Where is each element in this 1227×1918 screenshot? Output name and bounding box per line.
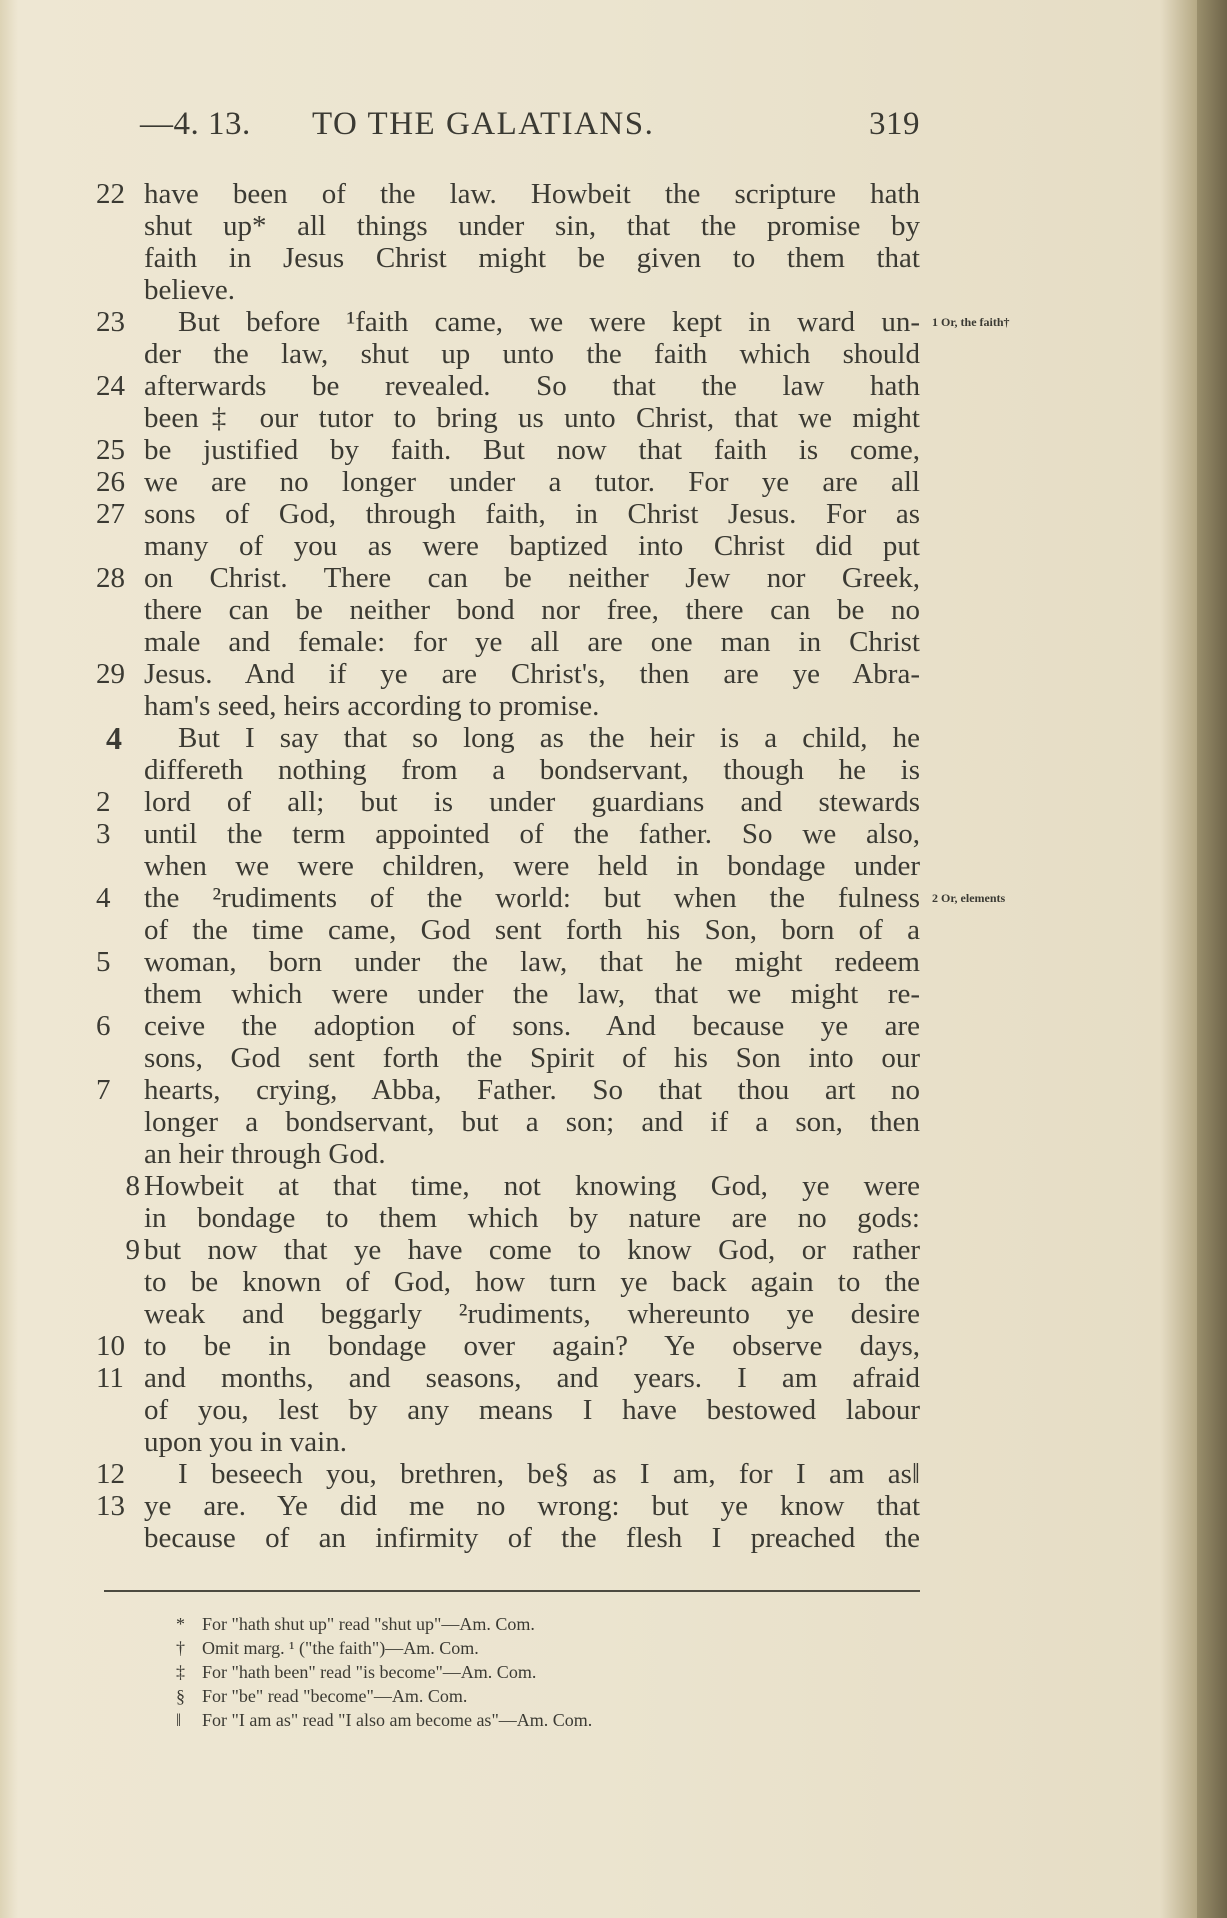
line-text: But I say that so long as the heir is a child, he — [178, 722, 920, 754]
line-text: there can be neither bond nor free, there can be no — [144, 594, 920, 626]
text-line — [0, 1394, 1227, 1426]
text-line — [0, 850, 1227, 882]
text-line — [0, 1170, 1227, 1202]
page-number: 319 — [869, 106, 920, 142]
footnote-text: Omit marg. ¹ ("the faith")—Am. Com. — [202, 1638, 479, 1658]
verse-number: 9 — [125, 1234, 140, 1266]
text-line — [0, 946, 1227, 978]
text-line — [0, 786, 1227, 818]
text-line — [0, 690, 1227, 722]
verse-number: 28 — [96, 562, 125, 594]
line-text: an heir through God. — [144, 1138, 386, 1170]
text-line — [0, 370, 1227, 402]
line-text: upon you in vain. — [144, 1426, 347, 1458]
verse-number: 4 — [96, 882, 111, 914]
line-text: we are no longer under a tutor. For ye are all — [144, 466, 920, 498]
margin-note: 2 Or, elements — [932, 891, 1006, 905]
text-line — [0, 1074, 1227, 1106]
text-line — [0, 1106, 1227, 1138]
verse-number: 25 — [96, 434, 125, 466]
line-text: woman, born under the law, that he might redeem — [144, 946, 920, 978]
footnote — [176, 1636, 896, 1660]
text-line — [0, 498, 1227, 530]
text-line — [0, 1458, 1227, 1490]
line-text: I beseech you, brethren, be§ as I am, for I am as‖ — [178, 1458, 920, 1490]
text-line — [0, 658, 1227, 690]
line-text: sons, God sent forth the Spirit of his Son into our — [144, 1042, 920, 1074]
line-text: longer a bondservant, but a son; and if a son, then — [144, 1106, 920, 1138]
text-line — [0, 818, 1227, 850]
footnote-text: For "hath been" read "is become"—Am. Com. — [202, 1662, 537, 1682]
line-text: sons of God, through faith, in Christ Jesus. For as — [144, 498, 920, 530]
footnote-text: For "hath shut up" read "shut up"—Am. Com. — [202, 1614, 535, 1634]
text-line — [0, 530, 1227, 562]
text-line — [0, 242, 1227, 274]
footnotes — [176, 1612, 896, 1732]
verse-number: 12 — [96, 1458, 125, 1490]
verse-number: 11 — [96, 1362, 124, 1394]
verse-number: 6 — [96, 1010, 111, 1042]
line-text: lord of all; but is under guardians and stewards — [144, 786, 920, 818]
line-text: been‡ our tutor to bring us unto Christ, that we might — [144, 402, 920, 434]
text-line — [0, 1202, 1227, 1234]
text-line — [0, 1330, 1227, 1362]
line-text: believe. — [144, 274, 235, 306]
text-line — [0, 1426, 1227, 1458]
text-line — [0, 882, 1227, 914]
text-line — [0, 178, 1227, 210]
line-text: of the time came, God sent forth his Son, born of a — [144, 914, 920, 946]
running-header — [140, 106, 924, 156]
line-text: Howbeit at that time, not knowing God, ye were — [144, 1170, 920, 1202]
line-text: and months, and seasons, and years. I am afraid — [144, 1362, 920, 1394]
scripture-text — [0, 178, 1227, 1554]
verse-number: 29 — [96, 658, 125, 690]
text-line — [0, 402, 1227, 434]
verse-number: 13 — [96, 1490, 125, 1522]
verse-number: 23 — [96, 306, 125, 338]
verse-number: 26 — [96, 466, 125, 498]
footnote-mark: ‡ — [176, 1662, 185, 1682]
line-text: But before ¹faith came, we were kept in ward un- — [178, 306, 920, 338]
text-line — [0, 1234, 1227, 1266]
line-text: shut up* all things under sin, that the promise by — [144, 210, 920, 242]
footnote-text: For "I am as" read "I also am become as"—Am. Com. — [202, 1710, 593, 1730]
line-text: until the term appointed of the father. So we also, — [144, 818, 920, 850]
line-text: because of an infirmity of the flesh I preached the — [144, 1522, 920, 1554]
line-text: them which were under the law, that we might re- — [144, 978, 920, 1010]
text-line — [0, 562, 1227, 594]
line-text: ceive the adoption of sons. And because ye are — [144, 1010, 920, 1042]
footnote-mark: ‖ — [176, 1710, 182, 1730]
line-text: ye are. Ye did me no wrong: but ye know that — [144, 1490, 920, 1522]
line-text: weak and beggarly ²rudiments, whereunto ye desire — [144, 1298, 920, 1330]
text-line — [0, 338, 1227, 370]
line-text: afterwards be revealed. So that the law hath — [144, 370, 920, 402]
text-line — [0, 1266, 1227, 1298]
line-text: many of you as were baptized into Christ did put — [144, 530, 920, 562]
footnote-mark: † — [176, 1638, 185, 1658]
line-text: differeth nothing from a bondservant, though he is — [144, 754, 920, 786]
verse-number: 27 — [96, 498, 125, 530]
line-text: der the law, shut up unto the faith which should — [144, 338, 920, 370]
line-text: of you, lest by any means I have bestowed labour — [144, 1394, 920, 1426]
line-text: male and female: for ye all are one man in Christ — [144, 626, 920, 658]
footnote-text: For "be" read "become"—Am. Com. — [202, 1686, 468, 1706]
line-text: when we were children, were held in bondage under — [144, 850, 920, 882]
verse-number: 8 — [125, 1170, 140, 1202]
verse-number: 24 — [96, 370, 125, 402]
line-text: faith in Jesus Christ might be given to them that — [144, 242, 920, 274]
footnote — [176, 1612, 896, 1636]
line-text: be justified by faith. But now that faith is come, — [144, 434, 920, 466]
text-line — [0, 978, 1227, 1010]
chapter-reference: —4. 13. — [140, 106, 251, 142]
line-text: to be in bondage over again? Ye observe days, — [144, 1330, 920, 1362]
text-line — [0, 626, 1227, 658]
footnote-mark: * — [176, 1614, 185, 1634]
text-line — [0, 1522, 1227, 1554]
line-text: have been of the law. Howbeit the scripture hath — [144, 178, 920, 210]
verse-number: 3 — [96, 818, 111, 850]
footnote — [176, 1660, 896, 1684]
text-line — [0, 1362, 1227, 1394]
verse-number: 22 — [96, 178, 125, 210]
margin-note: 1 Or, the faith† — [932, 315, 1010, 329]
footnote-divider — [104, 1590, 920, 1592]
line-text: in bondage to them which by nature are no gods: — [144, 1202, 920, 1234]
line-text: but now that ye have come to know God, or rather — [144, 1234, 920, 1266]
line-text: hearts, crying, Abba, Father. So that thou art no — [144, 1074, 920, 1106]
text-line — [0, 466, 1227, 498]
line-text: Jesus. And if ye are Christ's, then are ye Abra- — [144, 658, 920, 690]
text-line — [0, 274, 1227, 306]
footnote-mark: § — [176, 1686, 185, 1706]
footnote — [176, 1684, 896, 1708]
line-text: ham's seed, heirs according to promise. — [144, 690, 600, 722]
verse-number: 7 — [96, 1074, 111, 1106]
text-line — [0, 434, 1227, 466]
text-line — [0, 754, 1227, 786]
verse-number: 2 — [96, 786, 111, 818]
line-text: to be known of God, how turn ye back again to the — [144, 1266, 920, 1298]
text-line — [0, 1042, 1227, 1074]
text-line — [0, 1490, 1227, 1522]
verse-number: 5 — [96, 946, 111, 978]
text-line — [0, 1298, 1227, 1330]
line-text: the ²rudiments of the world: but when the fulness — [144, 882, 920, 914]
text-line — [0, 914, 1227, 946]
footnote — [176, 1708, 896, 1732]
verse-number: 10 — [96, 1330, 125, 1362]
text-line — [0, 594, 1227, 626]
text-line — [0, 1010, 1227, 1042]
book-title: TO THE GALATIANS. — [312, 106, 655, 142]
line-text: on Christ. There can be neither Jew nor Greek, — [144, 562, 920, 594]
text-line — [0, 210, 1227, 242]
text-line — [0, 722, 1227, 754]
text-line — [0, 1138, 1227, 1170]
text-line — [0, 306, 1227, 338]
chapter-number: 4 — [106, 720, 122, 756]
